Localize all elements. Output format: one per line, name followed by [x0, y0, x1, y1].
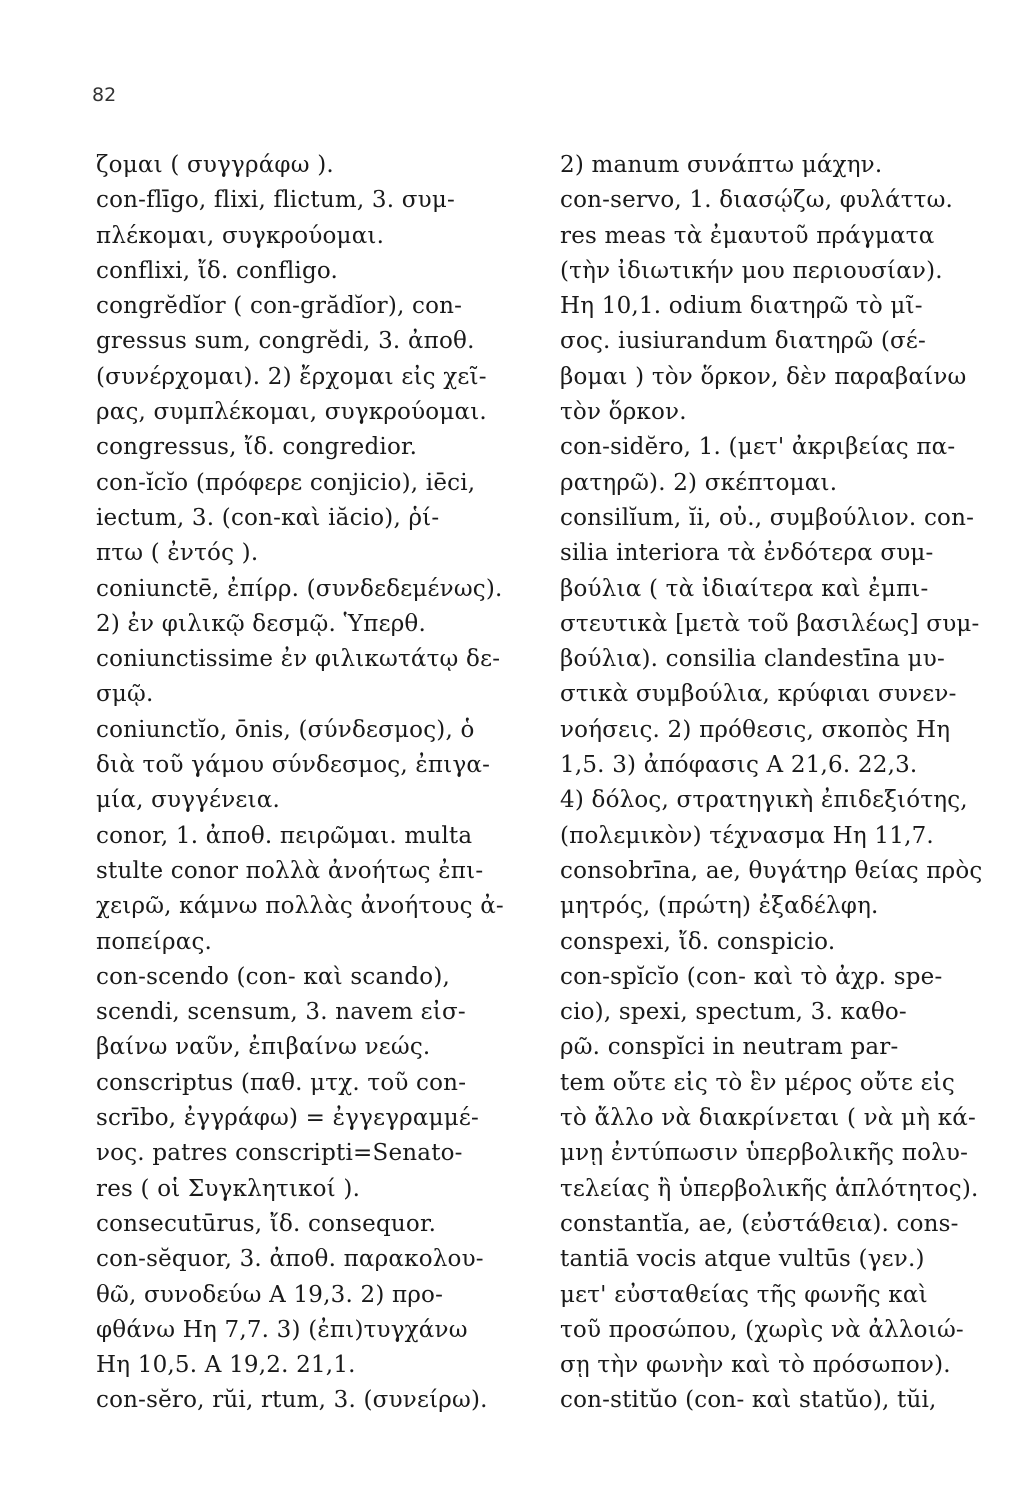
dictionary-line: res ( οἱ Συγκλητικοί ).	[96, 1175, 361, 1202]
dictionary-line: θῶ, συνοδεύω Α 19,3. 2) προ-	[96, 1281, 444, 1308]
dictionary-line: cio), spexi, spectum, 3. καθο-	[560, 999, 907, 1026]
dictionary-line: νοήσεις. 2) πρόθεσις, σκοπὸς Ηη	[560, 716, 951, 743]
dictionary-line: 1,5. 3) ἀπόφασις Α 21,6. 22,3.	[560, 752, 918, 779]
dictionary-line: Ηη 10,1. odium διατηρῶ τὸ μῖ-	[560, 293, 923, 320]
dictionary-line: tantiā vocis atque vultūs (γεν.)	[560, 1246, 925, 1273]
dictionary-line: χειρῶ, κάμνω πολλὰς ἀνοήτους ἀ-	[96, 893, 504, 920]
dictionary-line: τελείας ἢ ὑπερβολικῆς ἁπλότητος).	[560, 1175, 979, 1202]
dictionary-line: scendi, scensum, 3. navem εἰσ-	[96, 999, 466, 1026]
dictionary-line: con-ĭcĭo (πρόφερε conjicio), iēci,	[96, 469, 476, 496]
dictionary-line: consecutūrus, ἴδ. consequor.	[96, 1210, 437, 1237]
dictionary-line: ποπείρας.	[96, 928, 213, 955]
page-number: 82	[92, 84, 117, 106]
dictionary-line: σμῷ.	[96, 681, 154, 708]
dictionary-line: 2) manum συνάπτω μάχην.	[560, 152, 883, 178]
dictionary-line: (τὴν ἰδιωτικήν μου περιουσίαν).	[560, 257, 943, 284]
dictionary-line: coniunctĭo, ōnis, (σύνδεσμος), ὁ	[96, 716, 475, 743]
dictionary-line: tem οὔτε εἰς τὸ ἓν μέρος οὔτε εἰς	[560, 1069, 956, 1096]
dictionary-line: congressus, ἴδ. congredior.	[96, 434, 418, 461]
dictionary-line: ρατηρῶ). 2) σκέπτομαι.	[560, 469, 838, 496]
dictionary-line: con-sidĕro, 1. (μετ' ἀκριβείας πα-	[560, 434, 956, 461]
dictionary-line: con-spĭcĭo (con- καὶ τὸ ἀχρ. spe-	[560, 963, 943, 990]
dictionary-line: con-servo, 1. διασῴζω, φυλάττω.	[560, 187, 954, 214]
dictionary-line: con-sĕquor, 3. ἀποθ. παρακολου-	[96, 1246, 484, 1273]
dictionary-line: μητρός, (πρώτη) ἐξαδέλφη.	[560, 893, 879, 920]
dictionary-line: τὸ ἄλλο νὰ διακρίνεται ( νὰ μὴ κά-	[560, 1105, 976, 1132]
dictionary-line: πτω ( ἐντός ).	[96, 540, 259, 567]
left-column	[96, 148, 526, 1419]
dictionary-line: conflixi, ἴδ. confligo.	[96, 257, 339, 284]
dictionary-line: gressus sum, congrĕdi, 3. ἀποθ.	[96, 328, 475, 355]
dictionary-line: νος. patres conscripti=Senato-	[96, 1140, 463, 1167]
dictionary-line: μία, συγγένεια.	[96, 787, 280, 814]
dictionary-line: στευτικὰ [μετὰ τοῦ βασιλέως] συμ-	[560, 610, 980, 637]
dictionary-line: conor, 1. ἀποθ. πειρῶμαι. multa	[96, 822, 473, 849]
dictionary-line: βομαι ) τὸν ὅρκον, δὲν παραβαίνω	[560, 363, 967, 390]
dictionary-line: φθάνω Ηη 7,7. 3) (ἐπι)τυγχάνω	[96, 1316, 468, 1343]
dictionary-line: congrĕdĭor ( con-grădĭor), con-	[96, 293, 463, 320]
dictionary-line: con-scendo (con- καὶ scando),	[96, 963, 451, 990]
dictionary-line: ρας, συμπλέκομαι, συγκρούομαι.	[96, 399, 487, 426]
dictionary-line: (πολεμικὸν) τέχνασμα Ηη 11,7.	[560, 822, 934, 849]
dictionary-line: (συνέρχομαι). 2) ἔρχομαι εἰς χεῖ-	[96, 363, 487, 390]
dictionary-line: consilĭum, ĭi, οὐ., συμβούλιον. con-	[560, 504, 975, 531]
dictionary-line: πλέκομαι, συγκρούομαι.	[96, 222, 385, 249]
dictionary-line: στικὰ συμβούλια, κρύφιαι συνεν-	[560, 681, 957, 708]
dictionary-line: conspexi, ἴδ. conspicio.	[560, 928, 836, 955]
dictionary-line: con-sĕro, rŭi, rtum, 3. (συνείρω).	[96, 1387, 488, 1414]
dictionary-line: 4) δόλος, στρατηγικὴ ἐπιδεξιότης,	[560, 787, 968, 814]
dictionary-line: μνῃ ἐντύπωσιν ὑπερβολικῆς πολυ-	[560, 1140, 969, 1167]
dictionary-line: coniunctissime ἐν φιλικωτάτῳ δε-	[96, 646, 501, 673]
dictionary-line: σος. iusiurandum διατηρῶ (σέ-	[560, 328, 927, 355]
dictionary-line: scrībo, ἐγγράφω) = ἐγγεγραμμέ-	[96, 1105, 479, 1132]
dictionary-line: σῃ τὴν φωνὴν καὶ τὸ πρόσωπον).	[560, 1352, 951, 1379]
dictionary-line: βούλια). consilia clandestīna μυ-	[560, 646, 945, 673]
dictionary-line: con-stitŭo (con- καὶ statŭo), tŭi,	[560, 1387, 937, 1414]
dictionary-line: τοῦ προσώπου, (χωρὶς νὰ ἀλλοιώ-	[560, 1316, 964, 1343]
dictionary-line: 2) ἐν φιλικῷ δεσμῷ. Ὑπερθ.	[96, 610, 426, 637]
dictionary-line: Ηη 10,5. Α 19,2. 21,1.	[96, 1352, 356, 1379]
dictionary-line: stulte conor πολλὰ ἀνοήτως ἐπι-	[96, 857, 484, 884]
dictionary-line: consobrīna, ae, θυγάτηρ θείας πρὸς	[560, 857, 983, 884]
dictionary-line: βούλια ( τὰ ἰδιαίτερα καὶ ἐμπι-	[560, 575, 929, 602]
dictionary-line: conscriptus (παθ. μτχ. τοῦ con-	[96, 1069, 467, 1096]
dictionary-line: con-flīgo, flixi, flictum, 3. συμ-	[96, 187, 455, 214]
dictionary-line: μετ' εὐσταθείας τῆς φωνῆς καὶ	[560, 1281, 928, 1308]
dictionary-line: constantĭa, ae, (εὐστάθεια). cons-	[560, 1210, 959, 1237]
dictionary-line: ρῶ. conspĭci in neutram par-	[560, 1034, 899, 1061]
dictionary-line: τὸν ὅρκον.	[560, 399, 687, 426]
dictionary-line: βαίνω ναῦν, ἐπιβαίνω νεώς.	[96, 1034, 431, 1061]
right-column	[560, 148, 986, 1419]
dictionary-line: coniunctē, ἐπίρρ. (συνδεδεμένως).	[96, 575, 503, 602]
dictionary-line: iectum, 3. (con-καὶ iăcio), ῥί-	[96, 504, 440, 531]
dictionary-line: ζομαι ( συγγράφω ).	[96, 152, 334, 178]
dictionary-line: silia interiora τὰ ἐνδότερα συμ-	[560, 540, 934, 567]
dictionary-line: res meas τὰ ἐμαυτοῦ πράγματα	[560, 222, 935, 249]
dictionary-line: διὰ τοῦ γάμου σύνδεσμος, ἐπιγα-	[96, 752, 491, 779]
